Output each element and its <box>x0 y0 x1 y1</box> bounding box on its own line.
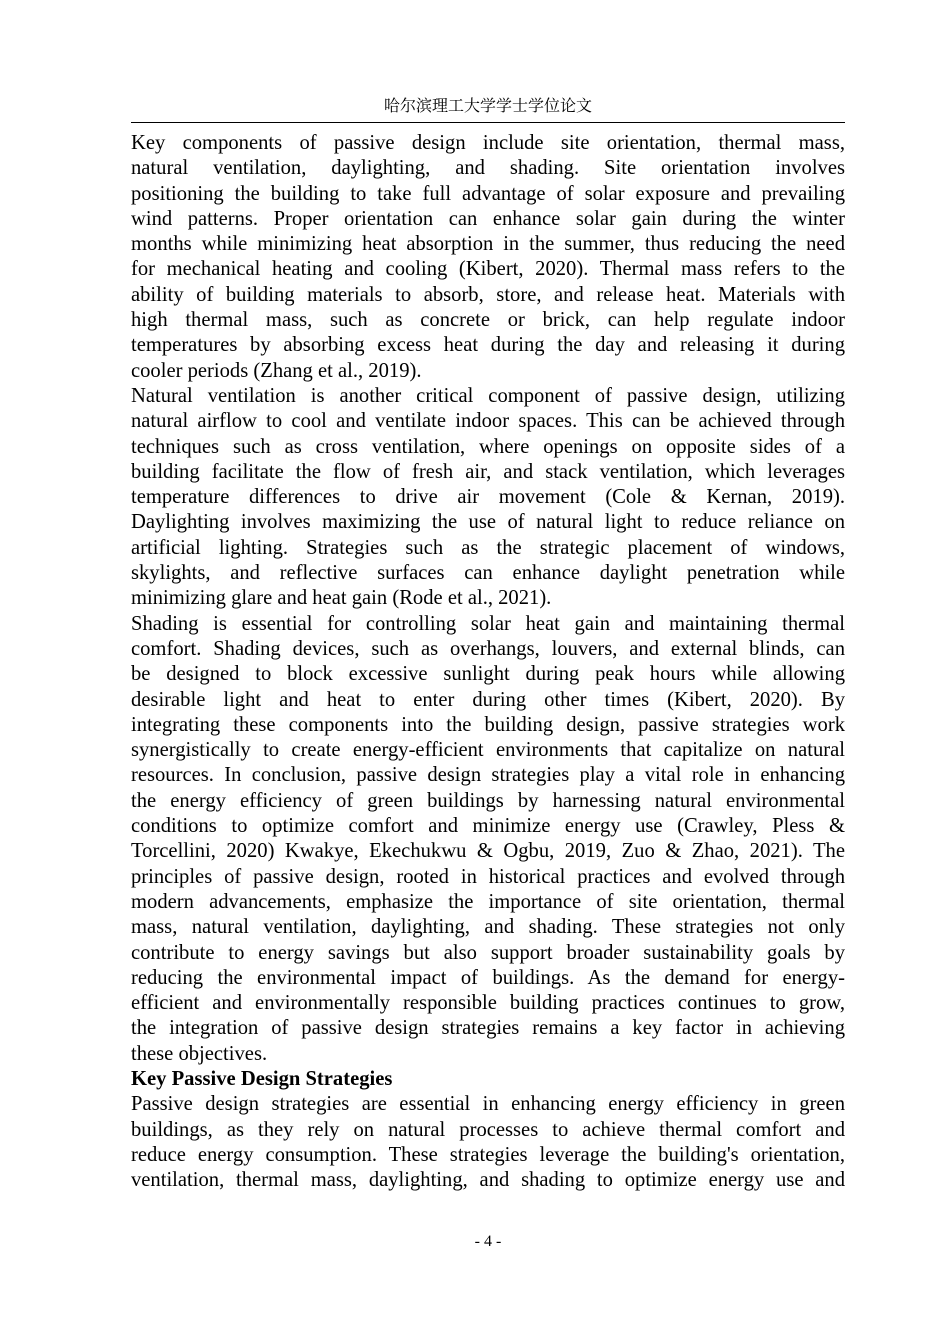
text-line: techniques such as cross ventilation, where openings on opposite sides of a <box>131 435 845 458</box>
paragraph-key-strategies-intro <box>131 1092 845 1193</box>
text-line: mass, natural ventilation, daylighting, and shading. These strategies not only <box>131 916 845 939</box>
text-line: ventilation, thermal mass, daylighting, and shading to optimize energy use and <box>131 1169 845 1192</box>
text-line: months while minimizing heat absorption in the summer, thus reducing the need <box>131 233 845 256</box>
text-line: desirable light and heat to enter during other times (Kibert, 2020). By <box>131 688 845 711</box>
text-line: modern advancements, emphasize the importance of site orientation, thermal <box>131 890 845 913</box>
text-line: comfort. Shading devices, such as overhangs, louvers, and external blinds, can <box>131 637 845 660</box>
text-line: Daylighting involves maximizing the use of natural light to reduce reliance on <box>131 511 845 534</box>
text-line: efficient and environmentally responsible building practices continues to grow, <box>131 992 845 1015</box>
section-heading: Key Passive Design Strategies <box>131 1067 393 1090</box>
text-line: Key components of passive design include site orientation, thermal mass, <box>131 132 845 154</box>
text-line: artificial lighting. Strategies such as the strategic placement of windows, <box>131 536 845 559</box>
paragraph-site-orientation <box>131 131 845 384</box>
text-line: Natural ventilation is another critical component of passive design, utilizing <box>131 384 845 407</box>
text-line: natural airflow to cool and ventilate indoor spaces. This can be achieved through <box>131 410 845 433</box>
text-line: resources. In conclusion, passive design strategies play a vital role in enhancing <box>131 764 845 787</box>
text-line: integrating these components into the building design, passive strategies work <box>131 713 845 736</box>
text-line: ability of building materials to absorb, store, and release heat. Materials with <box>131 283 845 306</box>
text-line: Torcellini, 2020) Kwakye, Ekechukwu & Ogbu, 2019, Zuo & Zhao, 2021). The <box>131 840 845 863</box>
text-line: reducing the environmental impact of buildings. As the demand for energy- <box>131 966 845 989</box>
header-rule <box>131 122 845 123</box>
text-line: high thermal mass, such as concrete or brick, can help regulate indoor <box>131 309 845 332</box>
text-line: Shading is essential for controlling solar heat gain and maintaining thermal <box>131 612 845 635</box>
text-line: the integration of passive design strategies remains a key factor in achieving <box>131 1017 845 1040</box>
body-text <box>131 131 845 1193</box>
text-line: cooler periods (Zhang et al., 2019). <box>131 359 422 382</box>
paragraph-natural-ventilation <box>131 384 845 612</box>
text-line: synergistically to create energy-efficient environments that capitalize on natural <box>131 739 845 762</box>
text-line: natural ventilation, daylighting, and shading. Site orientation involves <box>131 157 845 180</box>
running-header: 哈尔滨理工大学学士学位论文 <box>383 98 592 115</box>
text-line: temperature differences to drive air movement (Cole & Kernan, 2019). <box>131 486 845 509</box>
text-line: for mechanical heating and cooling (Kibert, 2020). Thermal mass refers to the <box>131 258 845 281</box>
text-line: contribute to energy savings but also support broader sustainability goals by <box>131 941 845 964</box>
text-line: conditions to optimize comfort and minimize energy use (Crawley, Pless & <box>131 815 845 838</box>
text-line: building facilitate the flow of fresh air, and stack ventilation, which leverages <box>131 460 845 483</box>
text-line: temperatures by absorbing excess heat during the day and releasing it during <box>131 334 845 357</box>
text-line: positioning the building to take full advantage of solar exposure and prevailing <box>131 182 845 205</box>
text-line: reduce energy consumption. These strategies leverage the building's orientation, <box>131 1143 845 1166</box>
text-line: these objectives. <box>131 1042 268 1065</box>
text-line: the energy efficiency of green buildings by harnessing natural environmental <box>131 789 845 812</box>
text-line: minimizing glare and heat gain (Rode et al., 2021). <box>131 587 552 610</box>
paragraph-shading-conclusion <box>131 612 845 1067</box>
page-number: - 4 - <box>474 1233 502 1250</box>
text-line: principles of passive design, rooted in historical practices and evolved through <box>131 865 845 888</box>
text-line: buildings, as they rely on natural processes to achieve thermal comfort and <box>131 1118 845 1141</box>
text-line: wind patterns. Proper orientation can enhance solar gain during the winter <box>131 207 845 230</box>
text-line: Passive design strategies are essential in enhancing energy efficiency in green <box>131 1093 845 1116</box>
text-line: be designed to block excessive sunlight during peak hours while allowing <box>131 663 845 686</box>
text-line: skylights, and reflective surfaces can enhance daylight penetration while <box>131 562 845 585</box>
